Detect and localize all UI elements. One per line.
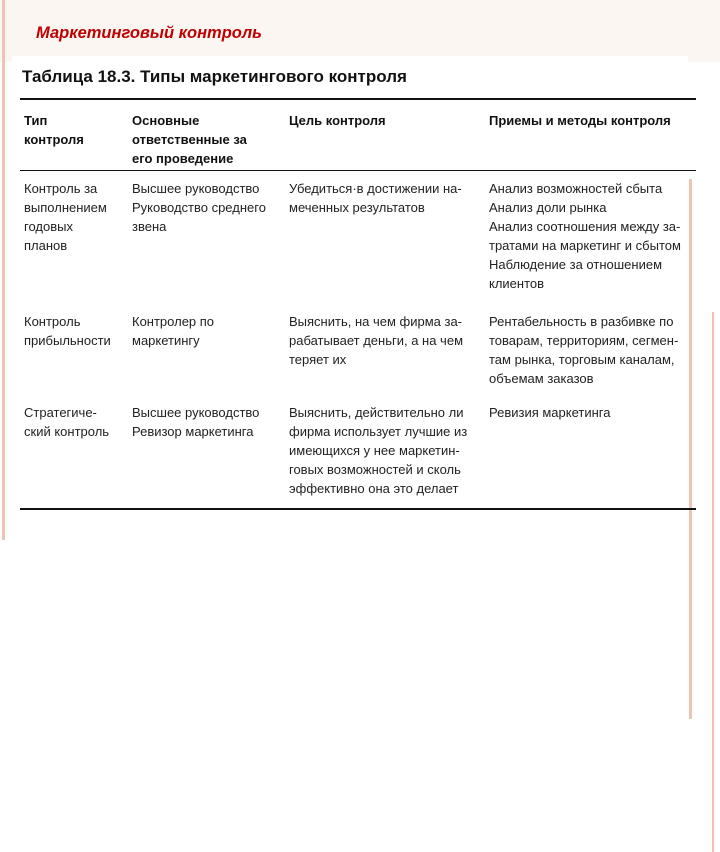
row-3-methods: Ревизия маркетинга — [489, 405, 611, 420]
header-methods: Приемы и методы контроля — [489, 113, 671, 128]
header-responsible: Основные ответственные за его проведение — [132, 113, 247, 166]
row-3-goal: Выяснить, действительно ли фирма использует лучшие из имеющихся у нее маркетин- говых возможностей и сколь эффективно она это делает — [289, 405, 468, 496]
header-control-type: Тип контроля — [24, 113, 84, 147]
row-1-goal: Убедиться·в достижении на- меченных результатов — [289, 181, 462, 215]
row-1-responsible: Высшее руководство Руководство среднего звена — [132, 181, 266, 234]
slide-title: Маркетинговый контроль — [36, 24, 262, 42]
right-decorative-stripe-outer — [712, 312, 714, 852]
row-2-methods: Рентабельность в разбивке по товарам, территориям, сегмен- там рынка, торговым каналам, объемам заказов — [489, 314, 679, 386]
row-3-type: Стратегиче- ский контроль — [24, 405, 110, 439]
row-1-type: Контроль за выполнением годовых планов — [24, 181, 107, 253]
header-goal: Цель контроля — [289, 113, 386, 128]
row-1-methods: Анализ возможностей сбыта Анализ доли рынка Анализ соотношения между за- тратами на маркетинг и сбытом Наблюдение за отношением клиентов — [489, 181, 681, 291]
table-top-rule — [20, 98, 696, 100]
row-2-responsible: Контролер по маркетингу — [132, 314, 215, 348]
table-bottom-rule — [20, 508, 696, 510]
row-2-goal: Выяснить, на чем фирма за- рабатывает деньги, а на чем теряет их — [289, 314, 464, 367]
row-3-responsible: Высшее руководство Ревизор маркетинга — [132, 405, 260, 439]
row-2-type: Контроль прибыльности — [24, 314, 111, 348]
table-caption: Таблица 18.3. Типы маркетингового контроля — [22, 67, 407, 86]
table-header-rule — [20, 170, 696, 171]
left-decorative-stripe — [2, 0, 5, 540]
